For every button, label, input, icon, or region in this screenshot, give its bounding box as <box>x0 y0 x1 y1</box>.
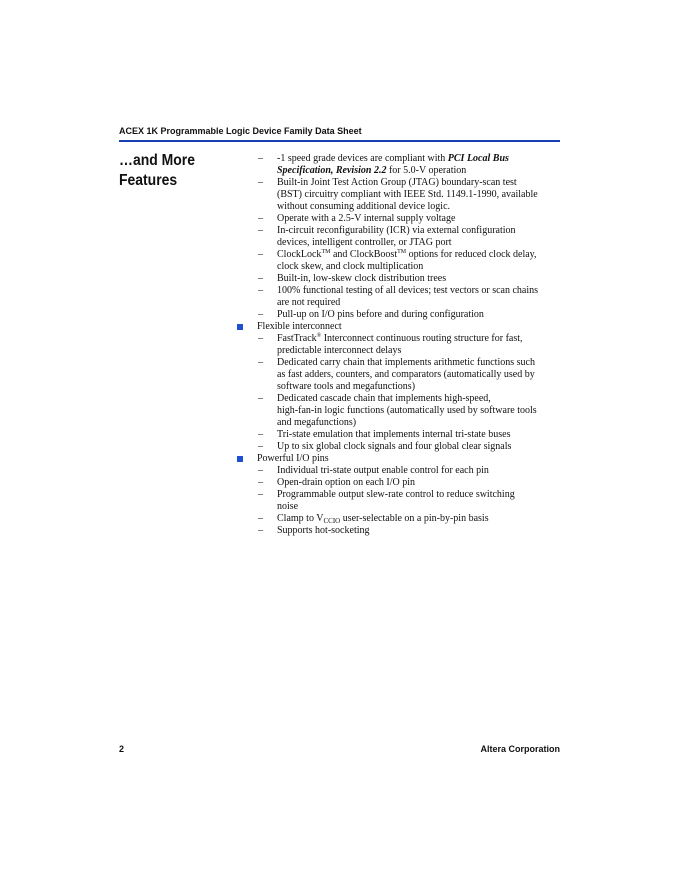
list-line: – Supports hot-socketing <box>277 525 370 536</box>
square-bullet-icon <box>237 456 243 462</box>
footer-company: Altera Corporation <box>480 744 560 754</box>
list-line: high-fan-in logic functions (automatically used by software tools <box>277 405 537 416</box>
section-heading <box>119 151 218 191</box>
clocklock-text: ClockLock <box>277 249 322 260</box>
bullet-label: Flexible interconnect <box>257 321 342 332</box>
bullet-label: Powerful I/O pins <box>257 453 329 464</box>
list-item-supply <box>236 213 562 225</box>
trademark-mark: TM <box>397 249 407 255</box>
bullet-io-pins <box>236 453 562 465</box>
page-number: 2 <box>119 744 125 754</box>
list-item-pci <box>236 153 562 177</box>
trademark-mark: TM <box>321 249 331 255</box>
list-item-cascade-chain <box>236 393 562 429</box>
list-line: – Built-in Joint Test Action Group (JTAG) boundary-scan test <box>277 177 517 188</box>
list-item-clock-trees <box>236 273 562 285</box>
square-bullet-icon <box>237 324 243 330</box>
list-item-pullup <box>236 309 562 321</box>
list-item-output-enable <box>236 465 562 477</box>
list-line: – In-circuit reconfigurability (ICR) via external configuration <box>277 225 516 236</box>
list-line: and megafunctions) <box>277 417 357 428</box>
running-header: ACEX 1K Programmable Logic Device Family Data Sheet <box>119 126 362 136</box>
pci-prefix: -1 speed grade devices are compliant with <box>277 153 448 164</box>
pci-spec-revision: Specification, Revision 2.2 <box>277 165 387 176</box>
list-line: clock skew, and clock multiplication <box>277 261 424 272</box>
list-line: – Individual tri-state output enable control for each pin <box>277 465 489 476</box>
list-line: – Open-drain option on each I/O pin <box>277 477 416 488</box>
list-line: – Programmable output slew-rate control to reduce switching <box>277 489 515 500</box>
feature-list <box>236 153 562 537</box>
header-rule <box>119 140 560 142</box>
clamp-text: Clamp to V <box>277 513 324 524</box>
fasttrack-text: FastTrack <box>277 333 317 344</box>
pci-spec-title: PCI Local Bus <box>447 153 509 164</box>
list-item-jtag <box>236 177 562 213</box>
list-line: – Tri-state emulation that implements internal tri-state buses <box>277 429 511 440</box>
list-item-fasttrack <box>236 333 562 357</box>
list-item-icr <box>236 225 562 249</box>
list-line: devices, intelligent controller, or JTAG port <box>277 237 452 248</box>
list-line: – Up to six global clock signals and four global clear signals <box>277 441 512 452</box>
bullet-flexible-interconnect <box>236 321 562 333</box>
list-item-testing <box>236 285 562 309</box>
list-line: without consuming additional device logic. <box>277 201 451 212</box>
list-line: noise <box>277 501 299 512</box>
list-item-hot-socketing <box>236 525 562 537</box>
list-item-open-drain <box>236 477 562 489</box>
clockboost-text: and ClockBoost <box>330 249 398 260</box>
vccio-subscript: CCIO <box>323 517 341 525</box>
clamp-desc: user-selectable on a pin-by-pin basis <box>340 513 489 524</box>
section-heading-line2: Features <box>119 172 178 189</box>
list-line: are not required <box>277 297 341 308</box>
list-line: (BST) circuitry compliant with IEEE Std. 1149.1-1990, available <box>277 189 538 200</box>
list-item-clocklock <box>236 249 562 273</box>
list-line: – Dedicated cascade chain that implements high-speed, <box>277 393 491 404</box>
list-line: – Operate with a 2.5-V internal supply voltage <box>277 213 456 224</box>
list-line: predictable interconnect delays <box>277 345 402 356</box>
list-line: as fast adders, counters, and comparators (automatically used by <box>277 369 535 380</box>
list-item-carry-chain <box>236 357 562 393</box>
list-line: – Built-in, low-skew clock distribution trees <box>277 273 447 284</box>
list-item-global-signals <box>236 441 562 453</box>
list-line: – Pull-up on I/O pins before and during configuration <box>277 309 484 320</box>
list-line: – Dedicated carry chain that implements arithmetic functions such <box>277 357 535 368</box>
list-line: software tools and megafunctions) <box>277 381 416 392</box>
fasttrack-desc: Interconnect continuous routing structure for fast, <box>321 333 523 344</box>
pci-suffix: for 5.0-V operation <box>386 165 467 176</box>
list-line: – 100% functional testing of all devices; test vectors or scan chains <box>277 285 539 296</box>
clock-options-text: options for reduced clock delay, <box>406 249 537 260</box>
list-item-slew-rate <box>236 489 562 513</box>
list-item-clamp <box>236 513 562 525</box>
section-heading-line1: …and More <box>119 152 195 169</box>
list-item-tristate-emulation <box>236 429 562 441</box>
registered-mark: ® <box>316 333 322 339</box>
